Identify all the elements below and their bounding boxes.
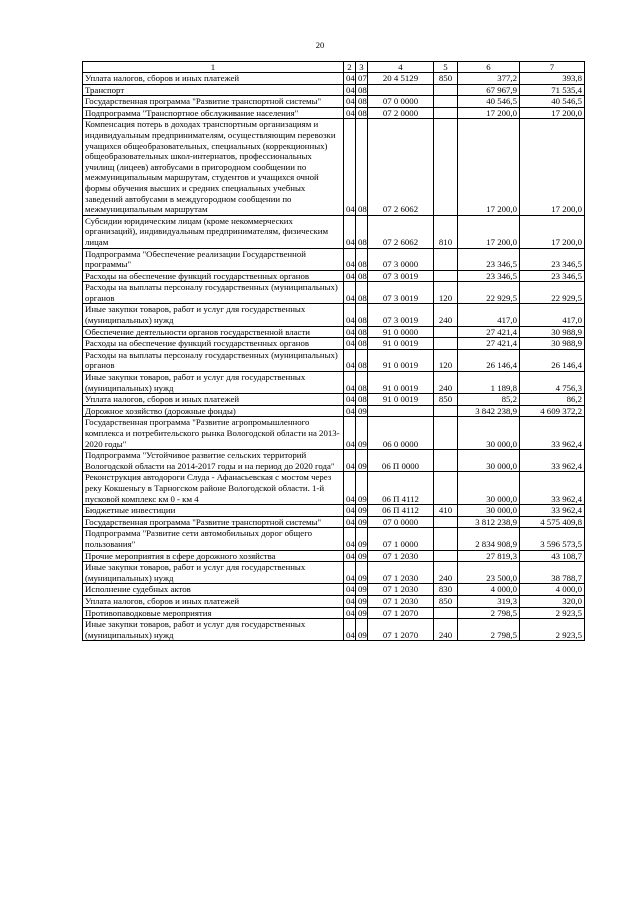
row-target-code: 07 1 2070 — [368, 619, 434, 641]
row-subsection: 08 — [356, 107, 368, 119]
row-amount-col6: 30 000,0 — [458, 505, 520, 517]
row-expense-type: 240 — [434, 562, 458, 584]
row-amount-col7: 393,8 — [520, 73, 585, 85]
row-expense-type: 830 — [434, 584, 458, 596]
row-section: 04 — [344, 528, 356, 550]
row-expense-type: 810 — [434, 215, 458, 248]
row-subsection: 09 — [356, 472, 368, 505]
row-subsection: 08 — [356, 282, 368, 304]
row-subsection: 08 — [356, 119, 368, 215]
row-amount-col7: 40 546,5 — [520, 96, 585, 108]
row-section: 04 — [344, 516, 356, 528]
row-section: 04 — [344, 338, 356, 350]
table-row — [83, 270, 585, 282]
row-amount-col7: 30 988,9 — [520, 326, 585, 338]
row-expense-type: 410 — [434, 505, 458, 517]
row-target-code: 07 3 0019 — [368, 282, 434, 304]
row-target-code — [368, 84, 434, 96]
row-target-code: 07 1 2030 — [368, 595, 434, 607]
table-row — [83, 417, 585, 450]
row-target-code: 07 1 2070 — [368, 607, 434, 619]
row-section: 04 — [344, 304, 356, 326]
row-subsection: 08 — [356, 84, 368, 96]
table-row — [83, 84, 585, 96]
row-section: 04 — [344, 107, 356, 119]
row-subsection: 09 — [356, 450, 368, 472]
row-description: Расходы на выплаты персоналу государственных (муниципальных) органов — [83, 282, 344, 304]
row-description: Подпрограмма "Транспортное обслуживание населения" — [83, 107, 344, 119]
row-amount-col6: 27 421,4 — [458, 338, 520, 350]
row-section: 04 — [344, 326, 356, 338]
row-target-code: 07 2 6062 — [368, 119, 434, 215]
row-amount-col7: 4 609 372,2 — [520, 405, 585, 417]
table-row — [83, 550, 585, 562]
table-row — [83, 505, 585, 517]
row-amount-col7: 17 200,0 — [520, 107, 585, 119]
row-target-code: 91 0 0019 — [368, 338, 434, 350]
row-expense-type: 850 — [434, 73, 458, 85]
row-amount-col7: 23 346,5 — [520, 248, 585, 270]
row-target-code: 07 3 0000 — [368, 248, 434, 270]
row-description: Подпрограмма "Обеспечение реализации Государственной программы" — [83, 248, 344, 270]
row-subsection: 08 — [356, 304, 368, 326]
row-subsection: 07 — [356, 73, 368, 85]
row-expense-type — [434, 405, 458, 417]
table-row — [83, 73, 585, 85]
row-description: Расходы на обеспечение функций государственных органов — [83, 338, 344, 350]
row-expense-type: 240 — [434, 372, 458, 394]
row-subsection: 09 — [356, 550, 368, 562]
row-subsection: 09 — [356, 516, 368, 528]
row-section: 04 — [344, 505, 356, 517]
row-description: Реконструкция автодороги Слуда - Афанасьевская с мостом через реку Кокшеньгу в Тарногском районе Вологодской области. 1-й пусковой комплекс км 0 - км 4 — [83, 472, 344, 505]
row-section: 04 — [344, 450, 356, 472]
row-expense-type: 240 — [434, 619, 458, 641]
row-amount-col7: 33 962,4 — [520, 450, 585, 472]
row-subsection: 09 — [356, 607, 368, 619]
row-amount-col6: 30 000,0 — [458, 472, 520, 505]
table-row — [83, 349, 585, 371]
row-amount-col7: 43 108,7 — [520, 550, 585, 562]
row-description: Бюджетные инвестиции — [83, 505, 344, 517]
row-section: 04 — [344, 394, 356, 406]
row-description: Подпрограмма "Развитие сети автомобильных дорог общего пользования" — [83, 528, 344, 550]
row-amount-col7: 38 788,7 — [520, 562, 585, 584]
row-amount-col7: 33 962,4 — [520, 417, 585, 450]
row-subsection: 09 — [356, 619, 368, 641]
budget-table — [82, 61, 585, 641]
row-amount-col6: 23 500,0 — [458, 562, 520, 584]
row-amount-col7: 320,0 — [520, 595, 585, 607]
row-description: Иные закупки товаров, работ и услуг для государственных (муниципальных) нужд — [83, 304, 344, 326]
table-row — [83, 595, 585, 607]
row-amount-col6: 22 929,5 — [458, 282, 520, 304]
row-section: 04 — [344, 96, 356, 108]
row-amount-col7: 2 923,5 — [520, 607, 585, 619]
row-section: 04 — [344, 472, 356, 505]
row-amount-col7: 3 596 573,5 — [520, 528, 585, 550]
row-expense-type — [434, 338, 458, 350]
row-amount-col7: 26 146,4 — [520, 349, 585, 371]
row-amount-col7: 17 200,0 — [520, 215, 585, 248]
row-expense-type — [434, 326, 458, 338]
table-row — [83, 516, 585, 528]
row-description: Компенсация потерь в доходах транспортным организациям и индивидуальным предпринимателям, осуществляющим перевозки учащихся общеобразовательных, специальных (коррекционных) общеобразовательных школ-интернатов, профессиональных училищ (лицеев) автобусами в пригородном сообщении по межмуниципальным маршрутам, студентов и учащихся очной формы обучения высших и средних специальных учебных заведений автобусами в междугородном сообщении по межмуниципальным маршрутам — [83, 119, 344, 215]
row-expense-type — [434, 472, 458, 505]
row-section: 04 — [344, 372, 356, 394]
row-section: 04 — [344, 595, 356, 607]
row-description: Подпрограмма "Устойчивое развитие сельских территорий Вологодской области на 2014-2017 годы и на период до 2020 года" — [83, 450, 344, 472]
row-section: 04 — [344, 215, 356, 248]
row-subsection: 09 — [356, 562, 368, 584]
header-cell: 3 — [356, 62, 368, 73]
row-amount-col6: 17 200,0 — [458, 119, 520, 215]
row-target-code: 07 2 6062 — [368, 215, 434, 248]
row-expense-type: 120 — [434, 349, 458, 371]
row-description: Иные закупки товаров, работ и услуг для государственных (муниципальных) нужд — [83, 562, 344, 584]
table-row — [83, 619, 585, 641]
row-amount-col6: 4 000,0 — [458, 584, 520, 596]
row-amount-col6: 3 812 238,9 — [458, 516, 520, 528]
row-amount-col6: 2 798,5 — [458, 619, 520, 641]
row-expense-type — [434, 84, 458, 96]
row-subsection: 08 — [356, 326, 368, 338]
row-target-code: 91 0 0019 — [368, 394, 434, 406]
row-amount-col6: 17 200,0 — [458, 215, 520, 248]
header-cell: 6 — [458, 62, 520, 73]
row-subsection: 09 — [356, 405, 368, 417]
row-amount-col6: 23 346,5 — [458, 248, 520, 270]
row-amount-col6: 2 798,5 — [458, 607, 520, 619]
row-description: Уплата налогов, сборов и иных платежей — [83, 73, 344, 85]
row-target-code: 06 0 0000 — [368, 417, 434, 450]
row-section: 04 — [344, 349, 356, 371]
header-cell: 2 — [344, 62, 356, 73]
row-target-code: 06 П 4112 — [368, 472, 434, 505]
table-row — [83, 450, 585, 472]
row-section: 04 — [344, 84, 356, 96]
table-row — [83, 338, 585, 350]
table-row — [83, 562, 585, 584]
row-subsection: 08 — [356, 215, 368, 248]
row-expense-type: 120 — [434, 282, 458, 304]
row-amount-col7: 4 575 409,8 — [520, 516, 585, 528]
row-section: 04 — [344, 73, 356, 85]
row-target-code: 07 0 0000 — [368, 96, 434, 108]
row-amount-col6: 27 421,4 — [458, 326, 520, 338]
row-section: 04 — [344, 282, 356, 304]
row-subsection: 09 — [356, 584, 368, 596]
row-amount-col6: 85,2 — [458, 394, 520, 406]
row-subsection: 08 — [356, 96, 368, 108]
row-amount-col7: 71 535,4 — [520, 84, 585, 96]
row-description: Расходы на выплаты персоналу государственных (муниципальных) органов — [83, 349, 344, 371]
table-row — [83, 282, 585, 304]
table-row — [83, 405, 585, 417]
row-amount-col6: 17 200,0 — [458, 107, 520, 119]
row-description: Иные закупки товаров, работ и услуг для государственных (муниципальных) нужд — [83, 372, 344, 394]
row-expense-type: 240 — [434, 304, 458, 326]
row-expense-type — [434, 550, 458, 562]
row-subsection: 08 — [356, 372, 368, 394]
table-header-row — [83, 62, 585, 73]
row-expense-type — [434, 450, 458, 472]
table-row — [83, 607, 585, 619]
row-amount-col6: 30 000,0 — [458, 450, 520, 472]
row-expense-type — [434, 417, 458, 450]
row-description: Расходы на обеспечение функций государственных органов — [83, 270, 344, 282]
row-subsection: 09 — [356, 505, 368, 517]
row-expense-type — [434, 516, 458, 528]
row-subsection: 09 — [356, 595, 368, 607]
header-cell: 5 — [434, 62, 458, 73]
row-amount-col7: 22 929,5 — [520, 282, 585, 304]
row-expense-type: 850 — [434, 394, 458, 406]
row-description: Государственная программа "Развитие агропромышленного комплекса и потребительского рынка Вологодской области на 2013-2020 годы" — [83, 417, 344, 450]
row-expense-type: 850 — [434, 595, 458, 607]
row-description: Субсидии юридическим лицам (кроме некоммерческих организаций), индивидуальным предпринимателям, физическим лицам — [83, 215, 344, 248]
row-target-code: 07 1 2030 — [368, 562, 434, 584]
row-target-code: 20 4 5129 — [368, 73, 434, 85]
row-section: 04 — [344, 619, 356, 641]
header-cell: 1 — [83, 62, 344, 73]
table-row — [83, 96, 585, 108]
row-amount-col6: 26 146,4 — [458, 349, 520, 371]
table-row — [83, 528, 585, 550]
table-row — [83, 107, 585, 119]
table-row — [83, 472, 585, 505]
row-expense-type — [434, 119, 458, 215]
row-target-code: 06 П 0000 — [368, 450, 434, 472]
row-section: 04 — [344, 270, 356, 282]
row-section: 04 — [344, 405, 356, 417]
row-amount-col7: 33 962,4 — [520, 472, 585, 505]
row-subsection: 08 — [356, 248, 368, 270]
row-description: Обеспечение деятельности органов государственной власти — [83, 326, 344, 338]
table-row — [83, 119, 585, 215]
row-section: 04 — [344, 248, 356, 270]
row-target-code: 07 0 0000 — [368, 516, 434, 528]
row-description: Государственная программа "Развитие транспортной системы" — [83, 516, 344, 528]
header-cell: 7 — [520, 62, 585, 73]
row-section: 04 — [344, 584, 356, 596]
row-target-code: 07 2 0000 — [368, 107, 434, 119]
row-description: Транспорт — [83, 84, 344, 96]
row-amount-col7: 4 756,3 — [520, 372, 585, 394]
row-amount-col6: 30 000,0 — [458, 417, 520, 450]
row-target-code: 07 1 2030 — [368, 584, 434, 596]
row-target-code: 91 0 0000 — [368, 326, 434, 338]
row-amount-col7: 33 962,4 — [520, 505, 585, 517]
row-target-code: 91 0 0019 — [368, 372, 434, 394]
table-row — [83, 394, 585, 406]
row-description: Исполнение судебных актов — [83, 584, 344, 596]
row-section: 04 — [344, 119, 356, 215]
row-amount-col6: 377,2 — [458, 73, 520, 85]
row-expense-type — [434, 270, 458, 282]
row-expense-type — [434, 248, 458, 270]
row-description: Противопаводковые мероприятия — [83, 607, 344, 619]
table-row — [83, 584, 585, 596]
row-target-code — [368, 405, 434, 417]
header-cell: 4 — [368, 62, 434, 73]
table-row — [83, 304, 585, 326]
row-subsection: 08 — [356, 394, 368, 406]
row-description: Прочие мероприятия в сфере дорожного хозяйства — [83, 550, 344, 562]
row-amount-col7: 17 200,0 — [520, 119, 585, 215]
row-amount-col6: 1 189,8 — [458, 372, 520, 394]
row-amount-col7: 30 988,9 — [520, 338, 585, 350]
row-description: Дорожное хозяйство (дорожные фонды) — [83, 405, 344, 417]
row-target-code: 07 3 0019 — [368, 304, 434, 326]
row-amount-col6: 67 967,9 — [458, 84, 520, 96]
row-description: Уплата налогов, сборов и иных платежей — [83, 595, 344, 607]
row-target-code: 07 1 0000 — [368, 528, 434, 550]
row-amount-col6: 319,3 — [458, 595, 520, 607]
row-target-code: 07 3 0019 — [368, 270, 434, 282]
table-row — [83, 215, 585, 248]
row-amount-col7: 417,0 — [520, 304, 585, 326]
row-expense-type — [434, 107, 458, 119]
row-amount-col6: 40 546,5 — [458, 96, 520, 108]
row-amount-col7: 4 000,0 — [520, 584, 585, 596]
row-amount-col6: 23 346,5 — [458, 270, 520, 282]
row-subsection: 08 — [356, 338, 368, 350]
row-amount-col7: 2 923,5 — [520, 619, 585, 641]
row-section: 04 — [344, 417, 356, 450]
row-target-code: 06 П 4112 — [368, 505, 434, 517]
row-section: 04 — [344, 607, 356, 619]
row-description: Государственная программа "Развитие транспортной системы" — [83, 96, 344, 108]
row-amount-col7: 86,2 — [520, 394, 585, 406]
row-subsection: 08 — [356, 349, 368, 371]
row-amount-col6: 2 834 908,9 — [458, 528, 520, 550]
table-row — [83, 372, 585, 394]
row-amount-col6: 3 842 238,9 — [458, 405, 520, 417]
row-description: Уплата налогов, сборов и иных платежей — [83, 394, 344, 406]
row-subsection: 09 — [356, 417, 368, 450]
row-amount-col7: 23 346,5 — [520, 270, 585, 282]
row-expense-type — [434, 96, 458, 108]
row-section: 04 — [344, 550, 356, 562]
row-subsection: 08 — [356, 270, 368, 282]
row-subsection: 09 — [356, 528, 368, 550]
row-amount-col6: 27 819,3 — [458, 550, 520, 562]
page-number: 20 — [315, 40, 325, 50]
row-amount-col6: 417,0 — [458, 304, 520, 326]
row-section: 04 — [344, 562, 356, 584]
row-expense-type — [434, 607, 458, 619]
table-row — [83, 248, 585, 270]
row-target-code: 07 1 2030 — [368, 550, 434, 562]
row-description: Иные закупки товаров, работ и услуг для государственных (муниципальных) нужд — [83, 619, 344, 641]
table-row — [83, 326, 585, 338]
row-target-code: 91 0 0019 — [368, 349, 434, 371]
row-expense-type — [434, 528, 458, 550]
